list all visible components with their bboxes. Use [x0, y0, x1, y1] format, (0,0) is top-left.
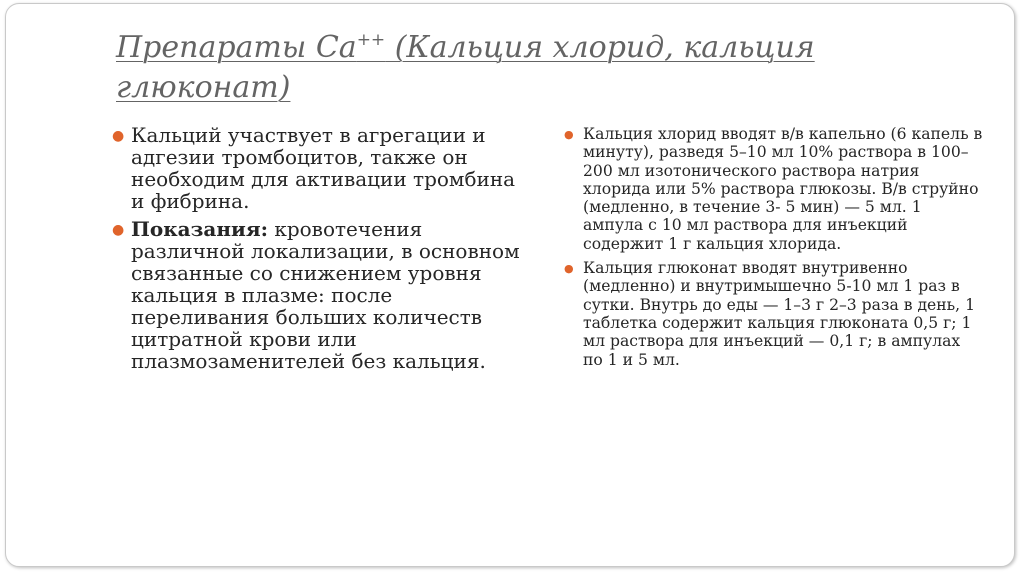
bullet-icon: ●	[564, 262, 574, 276]
right-bullet-2-text: Кальция глюконат вводят внутривенно (медленно) и внутримышечно 5-10 мл 1 раз в сутки. Внутрь до еды — 1–3 г 2–3 раза в день, 1 таблетка содержит кальция глюконата 0,5 г; 1 мл раствора для инъекций — 0,1 г; в ампулах по 1 и 5 мл.	[583, 259, 976, 369]
title-rest: (Кальция хлорид, кальция глюконат)	[116, 30, 815, 105]
title-main: Препараты Ca	[116, 30, 357, 65]
left-bullet-2-text: кровотечения различной локализации, в основном связанные со снижением уровня кальция в плазме: после переливания больших количеств цитратной крови или плазмозаменителей без кальция.	[131, 217, 520, 373]
right-bullet-1-text: Кальция хлорид вводят в/в капельно (6 капель в минуту), разведя 5–10 мл 10% раствора в 100–200 мл изотонического раствора натрия хлорида или 5% раствора глюкозы. В/в струйно (медленно, в течение 3- 5 мин) — 5 мл. 1 ампула с 10 мл раствора для инъекций содержит 1 г кальция хлорида.	[583, 125, 983, 253]
right-column	[564, 125, 984, 375]
right-bullet-2	[564, 259, 984, 369]
left-bullet-1-text: Кальций участвует в агрегации и адгезии тромбоцитов, также он необходим для активации тромбина и фибрина.	[131, 123, 516, 213]
right-bullet-1	[564, 125, 984, 253]
slide-title	[116, 28, 876, 108]
bullet-icon: ●	[112, 222, 125, 238]
bullet-icon: ●	[564, 128, 574, 141]
left-bullet-2-bold: Показания:	[131, 217, 268, 241]
left-bullet-2	[112, 218, 522, 372]
left-bullet-1	[112, 124, 522, 212]
bullet-icon: ●	[112, 128, 125, 144]
title-superscript: ++	[356, 30, 386, 50]
left-column	[112, 124, 522, 378]
